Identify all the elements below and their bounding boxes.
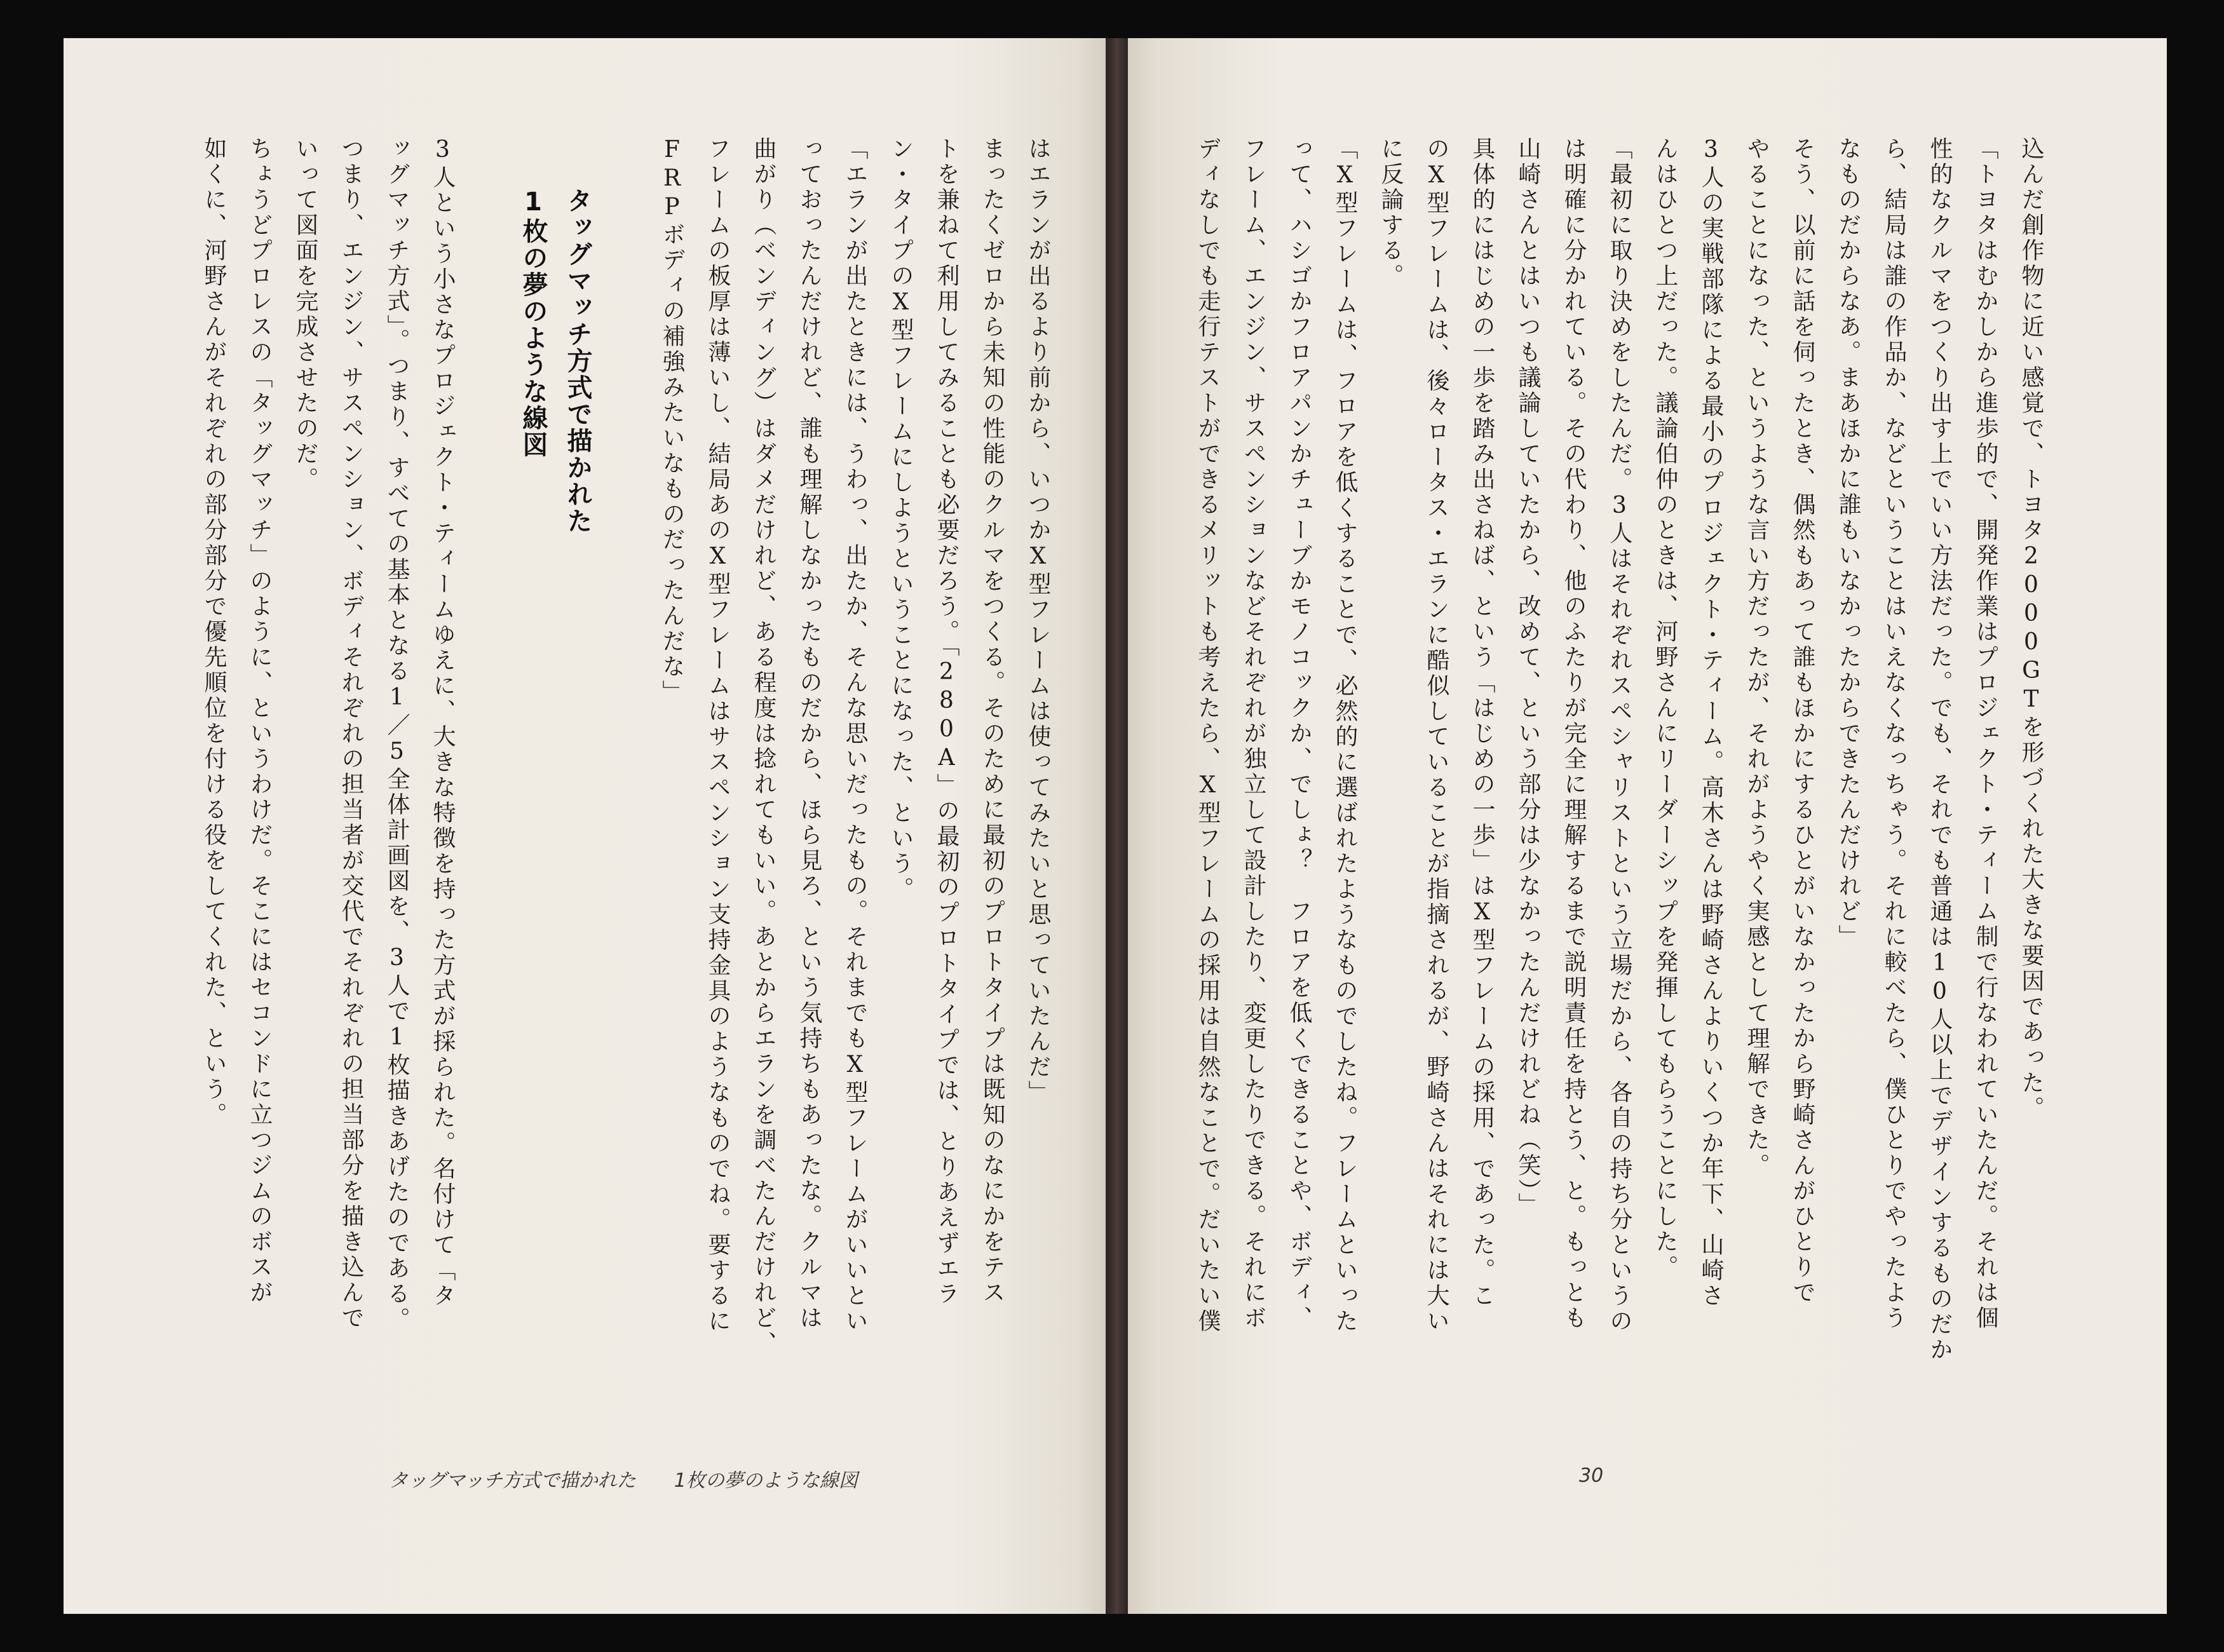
section-heading-line-2: 1枚の夢のような線図	[519, 187, 548, 458]
body-column: つまり、エンジン、サスペンション、ボディそれぞれの担当者が交代でそれぞれの担当部分を描き込んで	[338, 137, 364, 1331]
body-column: 「トヨタはむかしから進歩的で、開発作業はプロジェクト・ティーム制で行なわれていたんだ。それは個	[1972, 137, 1998, 1331]
body-column: ら、結局は誰の作品か、などということはいえなくなっちゃう。それに較べたら、僕ひとりでやったよう	[1881, 137, 1907, 1331]
right-page	[1128, 38, 2167, 1614]
running-footer: タッグマッチ方式で描かれた 1枚の夢のような線図	[389, 1470, 858, 1492]
body-column: んはひとつ上だった。議論伯仲のときは、河野さんにリーダーシップを発揮してもらうことにした。	[1652, 137, 1678, 1280]
body-column: 「X型フレームは、フロアを低くすることで、必然的に選ばれたようなものでしたね。フレームといった	[1332, 137, 1358, 1334]
body-column: トを兼ねて利用してみることも必要だろう。「280A」の最初のプロトタイプでは、とりあえずエラ	[933, 137, 959, 1307]
body-column: フレーム、エンジン、サスペンションなどそれぞれが独立して設計したり、変更したりできる。それにボ	[1240, 137, 1266, 1331]
body-column: のX型フレームは、後々ロータス・エランに酷似していることが指摘されるが、野崎さんはそれには大い	[1423, 137, 1449, 1334]
body-column: 具体的にはじめの一歩を踏み出さねば、という「はじめの一歩」はX型フレームの採用、であった。こ	[1469, 137, 1495, 1309]
body-column: 性的なクルマをつくり出す上でいい方法だった。でも、それでも普通は10人以上でデザインするものだか	[1927, 137, 1953, 1363]
body-column: なものだからなあ。まあほかに誰もいなかったからできたんだけれど」	[1835, 137, 1861, 950]
body-column: 如くに、河野さんがそれぞれの部分部分で優先順位を付ける役をしてくれた、という。	[201, 137, 227, 1128]
body-column: って、ハシゴかフロアパンかチューブかモノコックか、でしょ？ フロアを低くできることや、ボディ、	[1286, 137, 1312, 1331]
body-column: は明確に分かれている。その代わり、他のふたりが完全に理解するまで説明責任を持とう、と。もっとも	[1561, 137, 1587, 1331]
body-column: はエランが出るより前から、いつかX型フレームは使ってみたいと思っていたんだ」	[1025, 137, 1051, 1106]
body-column: やることになった、というような言い方だったが、それがようやく実感として理解できた。	[1744, 137, 1770, 1179]
section-heading-line-1: タッグマッチ方式で描かれた	[563, 187, 592, 534]
book-gutter	[1106, 38, 1128, 1614]
body-column: まったくゼロから未知の性能のクルマをつくる。そのために最初のプロトタイプは既知のなにかをテス	[979, 137, 1005, 1306]
body-column: フレームの板厚は薄いし、結局あのX型フレームはサスペンション支持金具のようなものでね。要するに	[705, 137, 731, 1334]
body-column: 3人という小さなプロジェクト・ティームゆえに、大きな特徴を持った方式が採られた。名付けて「タ	[430, 137, 456, 1309]
body-column: 3人の実戦部隊による最小のプロジェクト・ティーム。高木さんは野崎さんよりいくつか年下、山崎さ	[1698, 137, 1724, 1309]
body-column: 曲がり（ベンディング）はダメだけれど、ある程度は捻れてもいい。あとからエランを調べたんだけれど、	[750, 137, 776, 1357]
body-column: ッグマッチ方式」。つまり、すべての基本となる1／5全体計画図を、3人で1枚描きあげたのである。	[384, 137, 410, 1332]
body-column: ン・タイプのX型フレームにしようということになった、という。	[888, 137, 914, 902]
body-column: ちょうどプロレスの「タッグマッチ」のように、というわけだ。そこにはセコンドに立つジムのボスが	[247, 137, 273, 1306]
body-column: 「最初に取り決めをしたんだ。3人はそれぞれスペシャリストという立場だから、各自の持ち分というの	[1606, 137, 1632, 1334]
body-column: そう、以前に話を伺ったとき、偶然もあって誰もほかにするひとがいなかったから野崎さんがひとりで	[1789, 137, 1815, 1306]
page-number: 30	[1579, 1465, 1604, 1487]
body-column: 込んだ創作物に近い感覚で、トヨタ2000GTを形づくれた大きな要因であった。	[2018, 137, 2044, 1121]
body-column: ディなしでも走行テストができるメリットも考えたら、X型フレームの採用は自然なことで。だいたい僕	[1195, 137, 1221, 1334]
body-column: FRPボディの補強みたいなものだったんだな」	[659, 137, 685, 705]
body-column: いって図面を完成させたのだ。	[292, 137, 318, 492]
body-column: 「エランが出たときには、うわっ、出たか、そんな思いだったもの。それまでもX型フレームがいいとい	[842, 137, 868, 1334]
body-column: 山崎さんとはいつも議論していたから、改めて、という部分は少なかったんだけれどね（笑）」	[1515, 137, 1541, 1218]
body-column: っておったんだけれど、誰も理解しなかったものだから、ほら見ろ、という気持ちもあったな。クルマは	[796, 137, 822, 1331]
body-column: に反論する。	[1378, 137, 1404, 289]
